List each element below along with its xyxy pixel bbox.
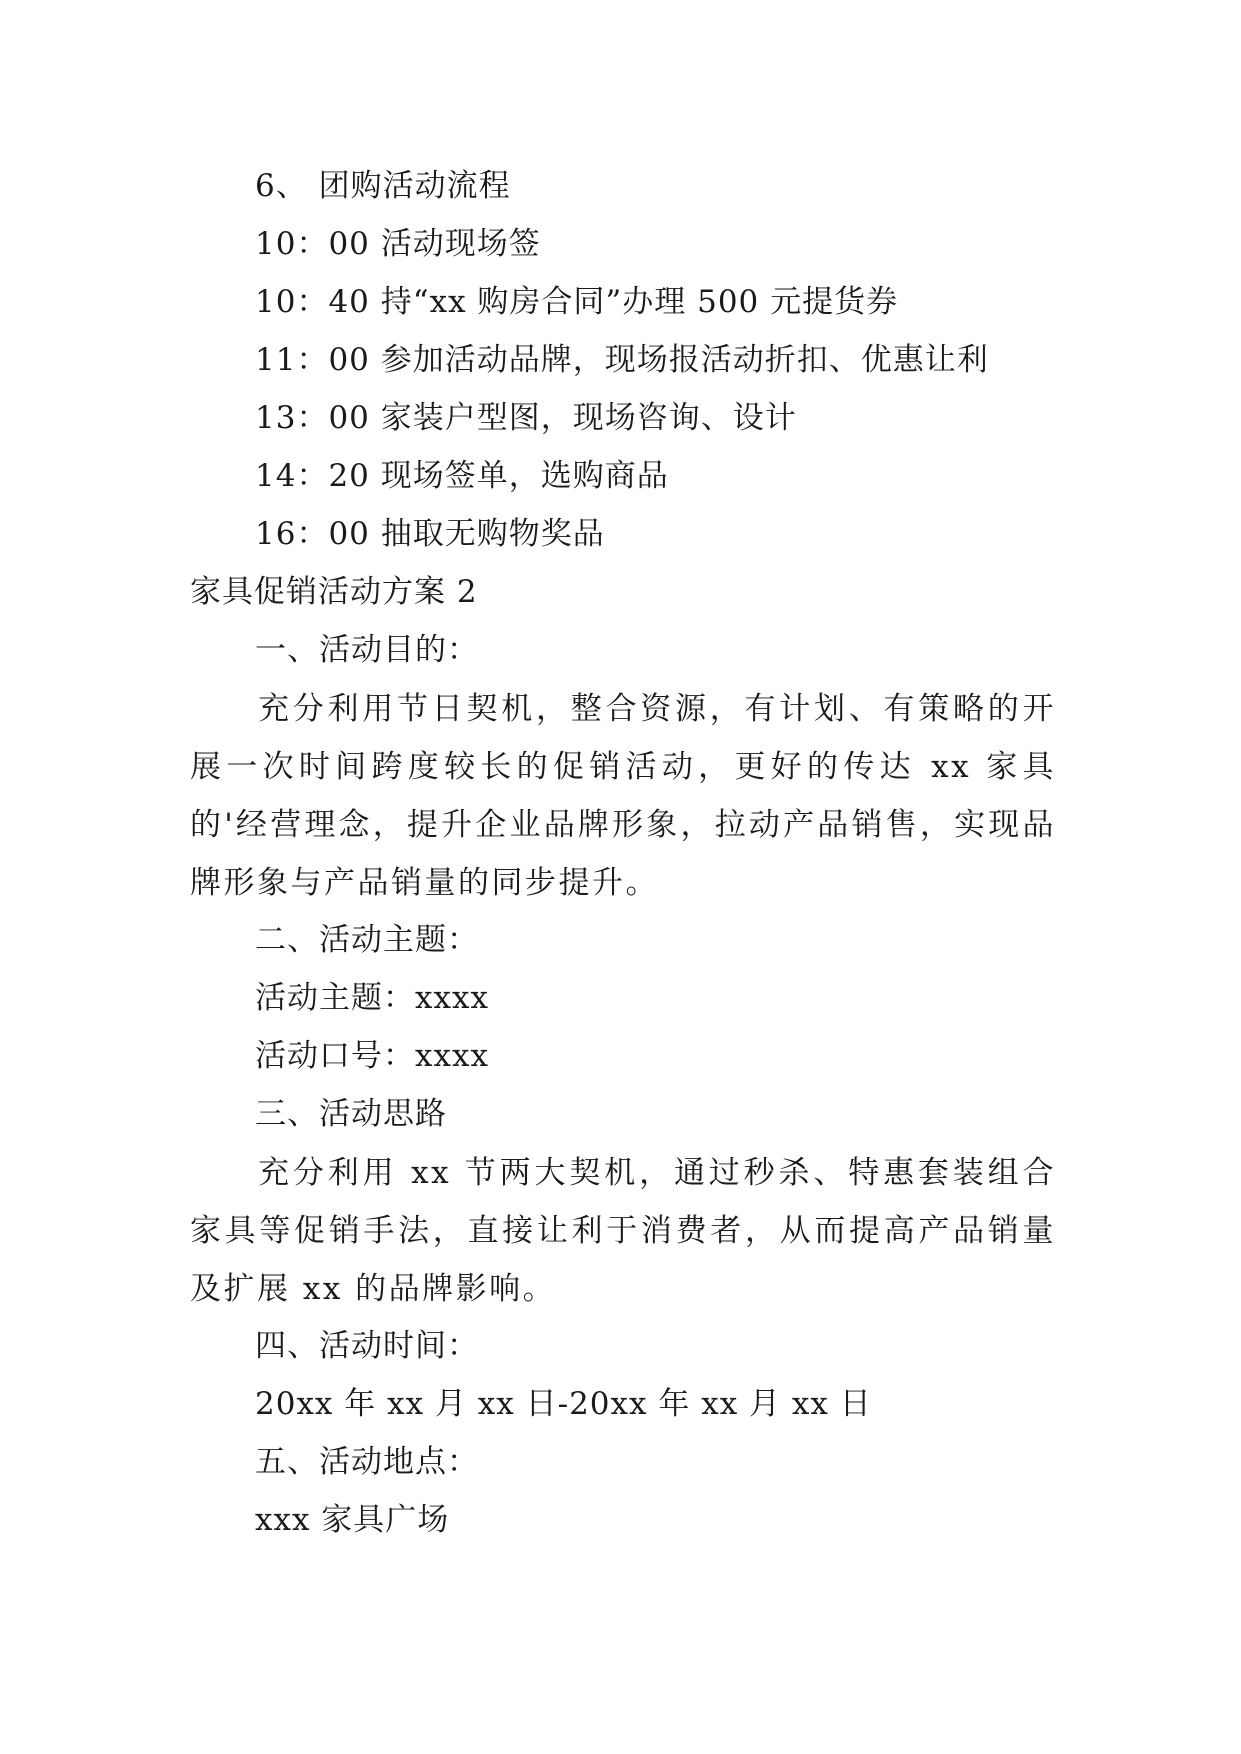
place-heading: 五、活动地点： [255, 1444, 479, 1480]
schedule-item: 10：40 持“xx 购房合同”办理 500 元提货券 [255, 284, 899, 320]
purpose-heading: 一、活动目的： [255, 632, 479, 668]
schedule-item: 14：20 现场签单，选购商品 [255, 458, 669, 494]
theme-line: 活动主题：xxxx [255, 980, 489, 1016]
theme-heading: 二、活动主题： [255, 922, 479, 958]
time-text: 20xx 年 xx 月 xx 日-20xx 年 xx 月 xx 日 [255, 1386, 872, 1422]
purpose-paragraph: 充分利用节日契机，整合资源，有计划、有策略的开展一次时间跨度较长的促销活动，更好的传达 xx 家具的'经营理念，提升企业品牌形象，拉动产品销售，实现品牌形象与产品销量的同步提升。 [190, 691, 1056, 901]
place-text: xxx 家具广场 [255, 1502, 450, 1538]
schedule-item: 11：00 参加活动品牌，现场报活动折扣、优惠让利 [255, 342, 989, 378]
idea-paragraph: 充分利用 xx 节两大契机，通过秒杀、特惠套装组合家具等促销手法，直接让利于消费者，从而提高产品销量及扩展 xx 的品牌影响。 [190, 1155, 1056, 1307]
schedule-item: 13：00 家装户型图，现场咨询、设计 [255, 400, 797, 436]
schedule-item: 16：00 抽取无购物奖品 [255, 516, 605, 552]
schedule-item: 10：00 活动现场签 [255, 226, 541, 262]
schedule-heading: 6、 团购活动流程 [255, 168, 511, 204]
slogan-line: 活动口号：xxxx [255, 1038, 489, 1074]
time-heading: 四、活动时间： [255, 1328, 479, 1364]
idea-heading: 三、活动思路 [255, 1096, 447, 1132]
section-title: 家具促销活动方案 2 [190, 574, 478, 610]
